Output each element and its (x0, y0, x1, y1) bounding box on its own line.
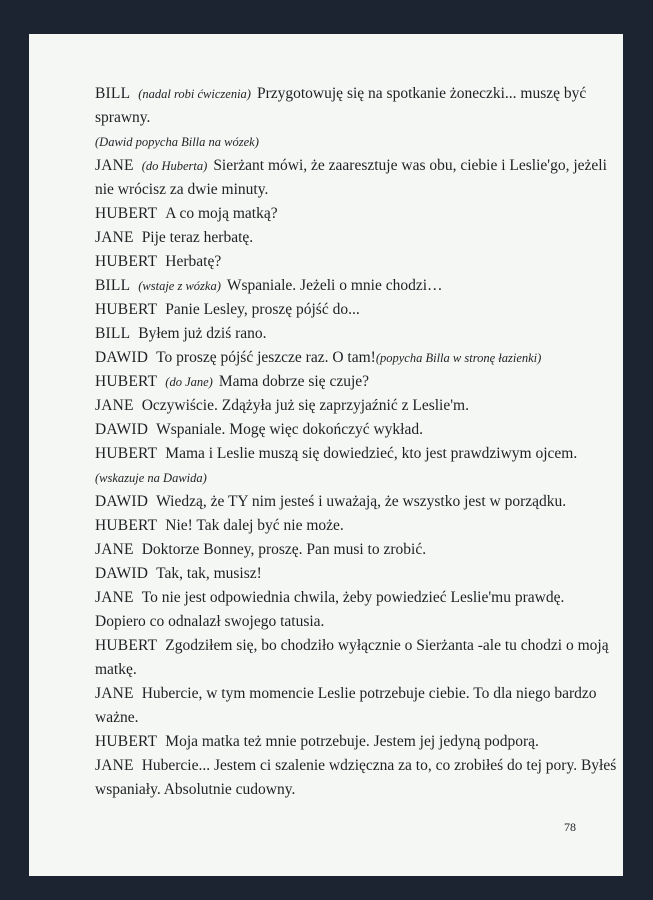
stage-direction: (do Huberta) (141, 159, 208, 173)
dialogue-text: Pije teraz herbatę. (141, 229, 254, 246)
speaker-name: HUBERT (95, 205, 158, 222)
speaker-name: BILL (95, 325, 131, 342)
speaker-name: HUBERT (95, 637, 158, 654)
stage-direction: (wskazuje na Dawida) (95, 471, 207, 485)
dialogue-text: Moja matka też mnie potrzebuje. Jestem jej jedyną podporą. (165, 733, 539, 750)
dialogue-block (95, 82, 617, 802)
speaker-name: DAWID (95, 421, 149, 438)
script-line (95, 514, 605, 538)
script-line (95, 322, 605, 346)
dialogue-text: Dopiero co odnalazł swojego tatusia. (95, 613, 325, 630)
script-line (95, 130, 605, 154)
dialogue-text: wspaniały. Absolutnie cudowny. (95, 781, 296, 798)
script-line (95, 202, 605, 226)
dialogue-text: nie wrócisz za dwie minuty. (95, 181, 269, 198)
speaker-name: HUBERT (95, 733, 158, 750)
script-line (95, 226, 605, 250)
script-line (95, 634, 609, 658)
script-line (95, 562, 605, 586)
dialogue-text: sprawny. (95, 109, 151, 126)
stage-direction: (popycha Billa w stronę łazienki) (375, 351, 542, 365)
speaker-name: JANE (95, 397, 134, 414)
script-line (95, 538, 605, 562)
dialogue-text: Tak, tak, musisz! (156, 565, 262, 582)
dialogue-text: Sierżant mówi, że zaaresztuje was obu, ciebie i Leslie'go, jeżeli (213, 157, 607, 174)
script-line (95, 154, 605, 178)
speaker-name: JANE (95, 589, 134, 606)
dialogue-text: A co moją matką? (165, 205, 278, 222)
script-line (95, 106, 605, 130)
dialogue-text: Wspaniale. Mogę więc dokończyć wykład. (156, 421, 423, 438)
script-line (95, 394, 605, 418)
dialogue-text: To proszę pójść jeszcze raz. O tam! (156, 349, 376, 366)
speaker-name: JANE (95, 229, 134, 246)
speaker-name: JANE (95, 541, 134, 558)
dialogue-text: To nie jest odpowiednia chwila, żeby powiedzieć Leslie'mu prawdę. (141, 589, 565, 606)
dialogue-text: Hubercie, w tym momencie Leslie potrzebuje ciebie. To dla niego bardzo (141, 685, 597, 702)
speaker-name: HUBERT (95, 253, 158, 270)
speaker-name: HUBERT (95, 445, 158, 462)
script-line (95, 346, 605, 370)
speaker-name: BILL (95, 85, 131, 102)
speaker-name: DAWID (95, 349, 149, 366)
speaker-name: HUBERT (95, 373, 158, 390)
dialogue-text: Wiedzą, że TY nim jesteś i uważają, że wszystko jest w porządku. (156, 493, 567, 510)
script-line (95, 682, 605, 706)
dialogue-text: Zgodziłem się, bo chodziło wyłącznie o Sierżanta -ale tu chodzi o moją (165, 637, 609, 654)
script-line (95, 418, 605, 442)
script-page (29, 34, 623, 876)
page-number: 78 (564, 820, 576, 834)
stage-direction: (Dawid popycha Billa na wózek) (95, 135, 259, 149)
script-line (95, 610, 605, 634)
dialogue-text: Wspaniale. Jeżeli o mnie chodzi… (226, 277, 443, 294)
script-line (95, 778, 605, 802)
script-line (95, 370, 605, 394)
speaker-name: JANE (95, 157, 134, 174)
script-line (95, 250, 605, 274)
script-line (95, 298, 605, 322)
dialogue-text: ważne. (95, 709, 139, 726)
speaker-name: HUBERT (95, 301, 158, 318)
dialogue-text: Mama i Leslie muszą się dowiedzieć, kto jest prawdziwym ojcem. (165, 445, 578, 462)
speaker-name: JANE (95, 757, 134, 774)
dialogue-text: Doktorze Bonney, proszę. Pan musi to zrobić. (141, 541, 427, 558)
script-line (95, 442, 605, 466)
dialogue-text: Hubercie... Jestem ci szalenie wdzięczna za to, co zrobiłeś do tej pory. Byłeś (141, 757, 617, 774)
dialogue-text: Przygotowuję się na spotkanie żoneczki... muszę być (256, 85, 587, 102)
script-line (95, 82, 605, 106)
script-line (95, 466, 605, 490)
script-line (95, 706, 605, 730)
script-line (95, 754, 617, 778)
speaker-name: DAWID (95, 493, 149, 510)
dialogue-text: Panie Lesley, proszę pójść do... (165, 301, 360, 318)
dialogue-text: Herbatę? (165, 253, 222, 270)
script-line (95, 586, 605, 610)
stage-direction: (wstaje z wózka) (138, 279, 221, 293)
script-line (95, 658, 605, 682)
dialogue-text: Mama dobrze się czuje? (218, 373, 370, 390)
script-line (95, 730, 605, 754)
dialogue-text: matkę. (95, 661, 137, 678)
stage-direction: (nadal robi ćwiczenia) (138, 87, 251, 101)
speaker-name: JANE (95, 685, 134, 702)
dialogue-text: Nie! Tak dalej być nie może. (165, 517, 344, 534)
script-line (95, 178, 605, 202)
script-line (95, 274, 605, 298)
speaker-name: DAWID (95, 565, 149, 582)
script-line (95, 490, 605, 514)
stage-direction: (do Jane) (165, 375, 213, 389)
dialogue-text: Oczywiście. Zdążyła już się zaprzyjaźnić z Leslie'm. (141, 397, 469, 414)
dialogue-text: Byłem już dziś rano. (138, 325, 267, 342)
speaker-name: HUBERT (95, 517, 158, 534)
speaker-name: BILL (95, 277, 131, 294)
